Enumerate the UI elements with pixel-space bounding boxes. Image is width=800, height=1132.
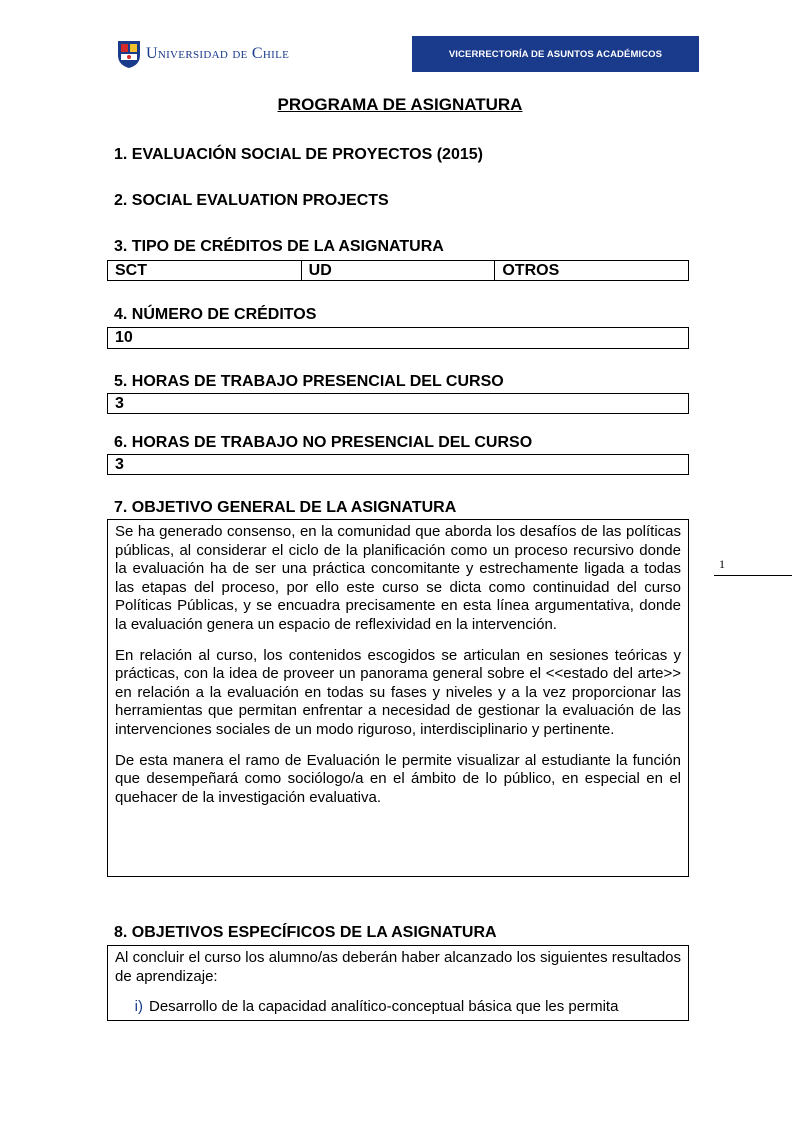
section-3-heading: 3. TIPO DE CRÉDITOS DE LA ASIGNATURA [114, 238, 444, 255]
university-crest-icon [116, 39, 142, 69]
general-objective-paragraph: De esta manera el ramo de Evaluación le permite visualizar al estudiante la función que desempeñará como sociólogo/a en el ámbito de lo público, en especial en el quehacer de la investigación evaluativa. [115, 751, 681, 806]
section-8-heading: 8. OBJETIVOS ESPECÍFICOS DE LA ASIGNATURA [114, 924, 497, 941]
section-2-heading: 2. SOCIAL EVALUATION PROJECTS [114, 192, 389, 209]
specific-objectives-intro: Al concluir el curso los alumno/as deberán haber alcanzado los siguientes resultados de aprendizaje: [115, 949, 681, 985]
non-presential-hours-value: 3 [115, 456, 124, 473]
page-number-rule [714, 575, 792, 576]
credit-type-ud: UD [302, 261, 496, 281]
section-1-heading: 1. EVALUACIÓN SOCIAL DE PROYECTOS (2015) [114, 146, 483, 163]
university-name: Universidad de Chile [146, 45, 290, 62]
specific-objective-item [115, 998, 681, 1017]
general-objective-box [107, 519, 689, 877]
general-objective-paragraph: Se ha generado consenso, en la comunidad que aborda los desafíos de las políticas públicas, al considerar el ciclo de la planificación como un proceso recursivo donde la evaluación ha de ser una práctica concomitante y estrechamente ligada a todas las etapas del proceso, por ello este curso se dicta como continuidad del curso Políticas Públicas, y se encuadra precisamente en esta línea argumentativa, donde la evaluación genera un espacio de reflexividad en la intervención. [115, 523, 681, 633]
section-7-heading: 7. OBJETIVO GENERAL DE LA ASIGNATURA [114, 499, 457, 516]
credits-box [107, 327, 689, 349]
presential-hours-value: 3 [115, 395, 124, 412]
list-item-number: i) [134, 998, 143, 1016]
office-name: VICERRECTORÍA DE ASUNTOS ACADÉMICOS [412, 36, 699, 72]
header-banner [112, 36, 699, 72]
non-presential-hours-box [107, 454, 689, 475]
page-title: PROGRAMA DE ASIGNATURA [277, 95, 523, 114]
credits-value: 10 [115, 329, 133, 346]
list-item-text: Desarrollo de la capacidad analítico-conceptual básica que les permita [149, 998, 619, 1016]
credit-type-otros: OTROS [502, 262, 560, 279]
university-logo-block [112, 36, 412, 72]
section-5-heading: 5. HORAS DE TRABAJO PRESENCIAL DEL CURSO [114, 373, 504, 390]
general-objective-paragraph: En relación al curso, los contenidos escogidos se articulan en sesiones teóricas y prácticas, con la idea de proveer un panorama general sobre el <<estado del arte>> en relación a la evaluación en todas su fases y niveles y a la vez proporcionar las herramientas que permitan enfrentar a necesidad de gestionar la evaluación de las intervenciones sociales de un modo riguroso, interdisciplinario y pertinente. [115, 646, 681, 738]
section-4-heading: 4. NÚMERO DE CRÉDITOS [114, 306, 317, 323]
presential-hours-box [107, 393, 689, 414]
specific-objectives-box [107, 945, 689, 1021]
credit-type-table [107, 260, 689, 281]
credit-type-sct: SCT [108, 261, 302, 281]
page-number: 1 [719, 557, 725, 571]
section-6-heading: 6. HORAS DE TRABAJO NO PRESENCIAL DEL CURSO [114, 434, 533, 451]
